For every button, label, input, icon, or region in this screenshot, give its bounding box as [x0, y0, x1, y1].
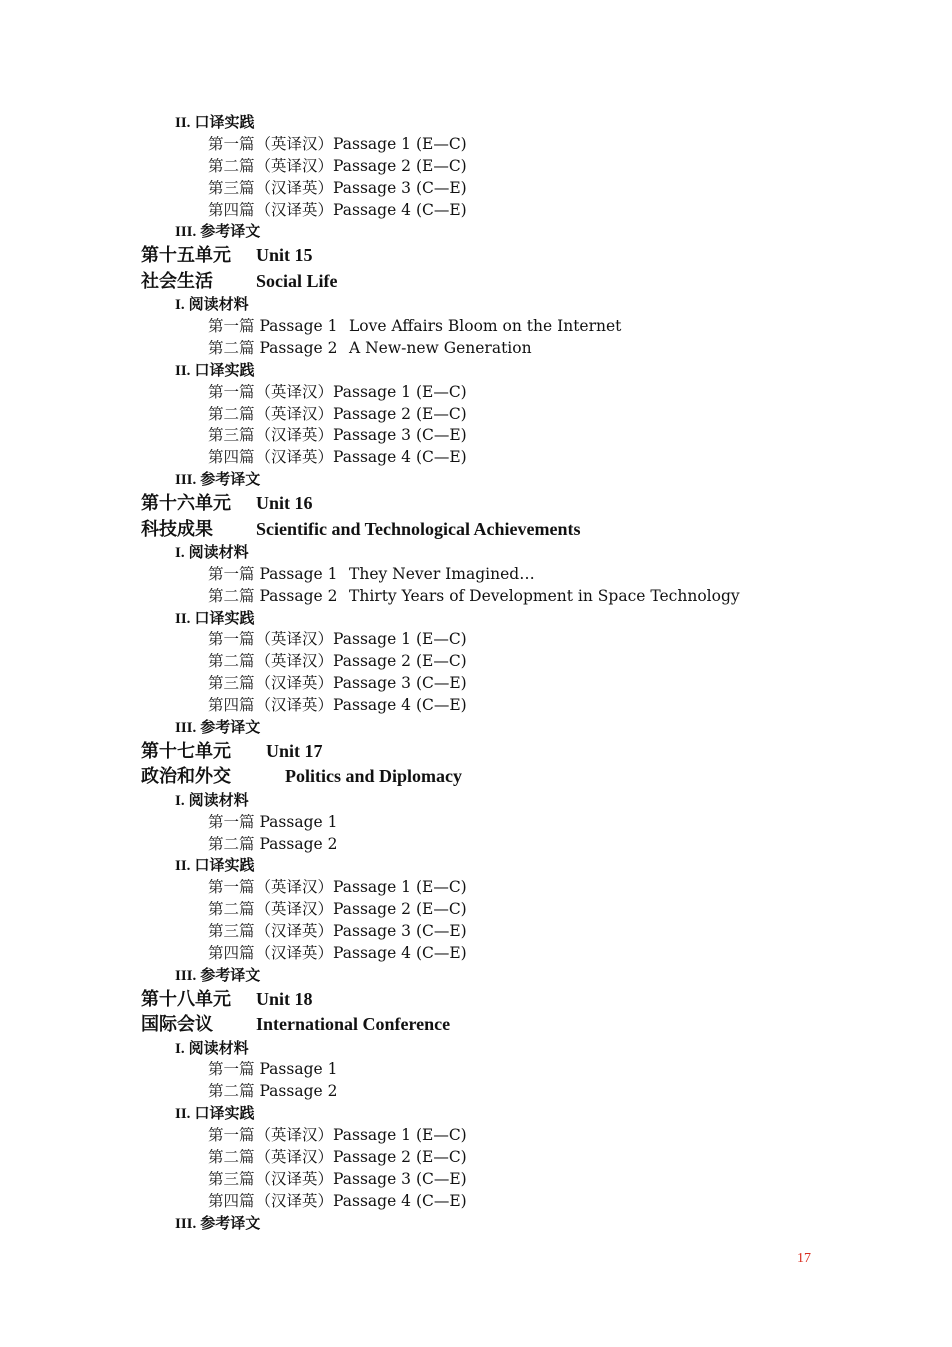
unit-topic: 政治和外交 Politics and Diplomacy	[141, 766, 463, 788]
toc-entry[interactable]: 第一篇（英译汉）Passage 1 (E—C)	[208, 630, 467, 649]
unit-title[interactable]: 第十五单元 Unit 15	[141, 245, 313, 267]
toc-entry[interactable]: 第三篇（汉译英）Passage 3 (C—E)	[208, 426, 467, 445]
toc-entry[interactable]: 第一篇（英译汉）Passage 1 (E—C)	[208, 1126, 467, 1145]
section-heading-practice: II. 口译实践	[175, 856, 255, 875]
section-heading-practice: II. 口译实践	[175, 113, 255, 131]
section-heading-reference: III. 参考译文	[175, 470, 261, 489]
section-heading-reference: III. 参考译文	[175, 718, 261, 737]
toc-entry[interactable]: 第一篇（英译汉）Passage 1 (E—C)	[208, 382, 467, 401]
section-heading-practice: II. 口译实践	[175, 360, 255, 379]
toc-entry[interactable]: 第一篇（英译汉）Passage 1 (E—C)	[208, 134, 467, 153]
unit-title[interactable]: 第十七单元 Unit 17	[141, 740, 323, 762]
toc-page	[0, 112, 952, 1235]
toc-entry[interactable]: 第二篇（英译汉）Passage 2 (E—C)	[208, 900, 467, 919]
toc-entry[interactable]: 第二篇 Passage 2 Thirty Years of Development in Space Technology	[208, 586, 740, 605]
section-heading-practice: II. 口译实践	[175, 608, 255, 627]
toc-entry[interactable]: 第一篇 Passage 1	[208, 812, 338, 831]
section-heading-reading: I. 阅读材料	[175, 1038, 249, 1057]
toc-entry[interactable]: 第二篇 Passage 2	[208, 834, 338, 853]
page-number: 17	[797, 1251, 811, 1266]
toc-entry[interactable]: 第三篇（汉译英）Passage 3 (C—E)	[208, 1169, 467, 1188]
unit-topic: 国际会议 International Conference	[141, 1014, 451, 1036]
toc-entry[interactable]: 第二篇 Passage 2 A New-new Generation	[208, 338, 532, 357]
section-heading-reference: III. 参考译文	[175, 965, 261, 984]
toc-entry[interactable]: 第四篇（汉译英）Passage 4 (C—E)	[208, 448, 467, 467]
toc-entry[interactable]: 第二篇（英译汉）Passage 2 (E—C)	[208, 156, 467, 175]
section-heading-reading: I. 阅读材料	[175, 790, 249, 809]
toc-entry[interactable]: 第一篇（英译汉）Passage 1 (E—C)	[208, 878, 467, 897]
unit-topic: 社会生活 Social Life	[141, 270, 338, 292]
section-heading-reference: III. 参考译文	[175, 222, 261, 241]
unit-title[interactable]: 第十六单元 Unit 16	[141, 493, 313, 515]
section-heading-reading: I. 阅读材料	[175, 295, 249, 314]
toc-entry[interactable]: 第一篇 Passage 1 Love Affairs Bloom on the Internet	[208, 317, 622, 336]
toc-entry[interactable]: 第三篇（汉译英）Passage 3 (C—E)	[208, 922, 467, 941]
toc-entry[interactable]: 第二篇（英译汉）Passage 2 (E—C)	[208, 1147, 467, 1166]
toc-entry[interactable]: 第四篇（汉译英）Passage 4 (C—E)	[208, 696, 467, 715]
toc-entry[interactable]: 第二篇 Passage 2	[208, 1082, 338, 1101]
section-heading-reading: I. 阅读材料	[175, 542, 249, 561]
section-heading-reference: III. 参考译文	[175, 1213, 261, 1232]
toc-entry[interactable]: 第四篇（汉译英）Passage 4 (C—E)	[208, 1191, 467, 1210]
section-heading-practice: II. 口译实践	[175, 1104, 255, 1123]
toc-entry[interactable]: 第三篇（汉译英）Passage 3 (C—E)	[208, 674, 467, 693]
toc-entry[interactable]: 第四篇（汉译英）Passage 4 (C—E)	[208, 943, 467, 962]
unit-topic: 科技成果 Scientific and Technological Achievements	[141, 518, 581, 540]
toc-entry[interactable]: 第一篇 Passage 1 They Never Imagined…	[208, 564, 535, 583]
toc-entry[interactable]: 第二篇（英译汉）Passage 2 (E—C)	[208, 404, 467, 423]
toc-entry[interactable]: 第一篇 Passage 1	[208, 1060, 338, 1079]
toc-entry[interactable]: 第三篇（汉译英）Passage 3 (C—E)	[208, 178, 467, 197]
unit-title[interactable]: 第十八单元 Unit 18	[141, 988, 313, 1010]
toc-entry[interactable]: 第二篇（英译汉）Passage 2 (E—C)	[208, 652, 467, 671]
toc-entry[interactable]: 第四篇（汉译英）Passage 4 (C—E)	[208, 200, 467, 219]
